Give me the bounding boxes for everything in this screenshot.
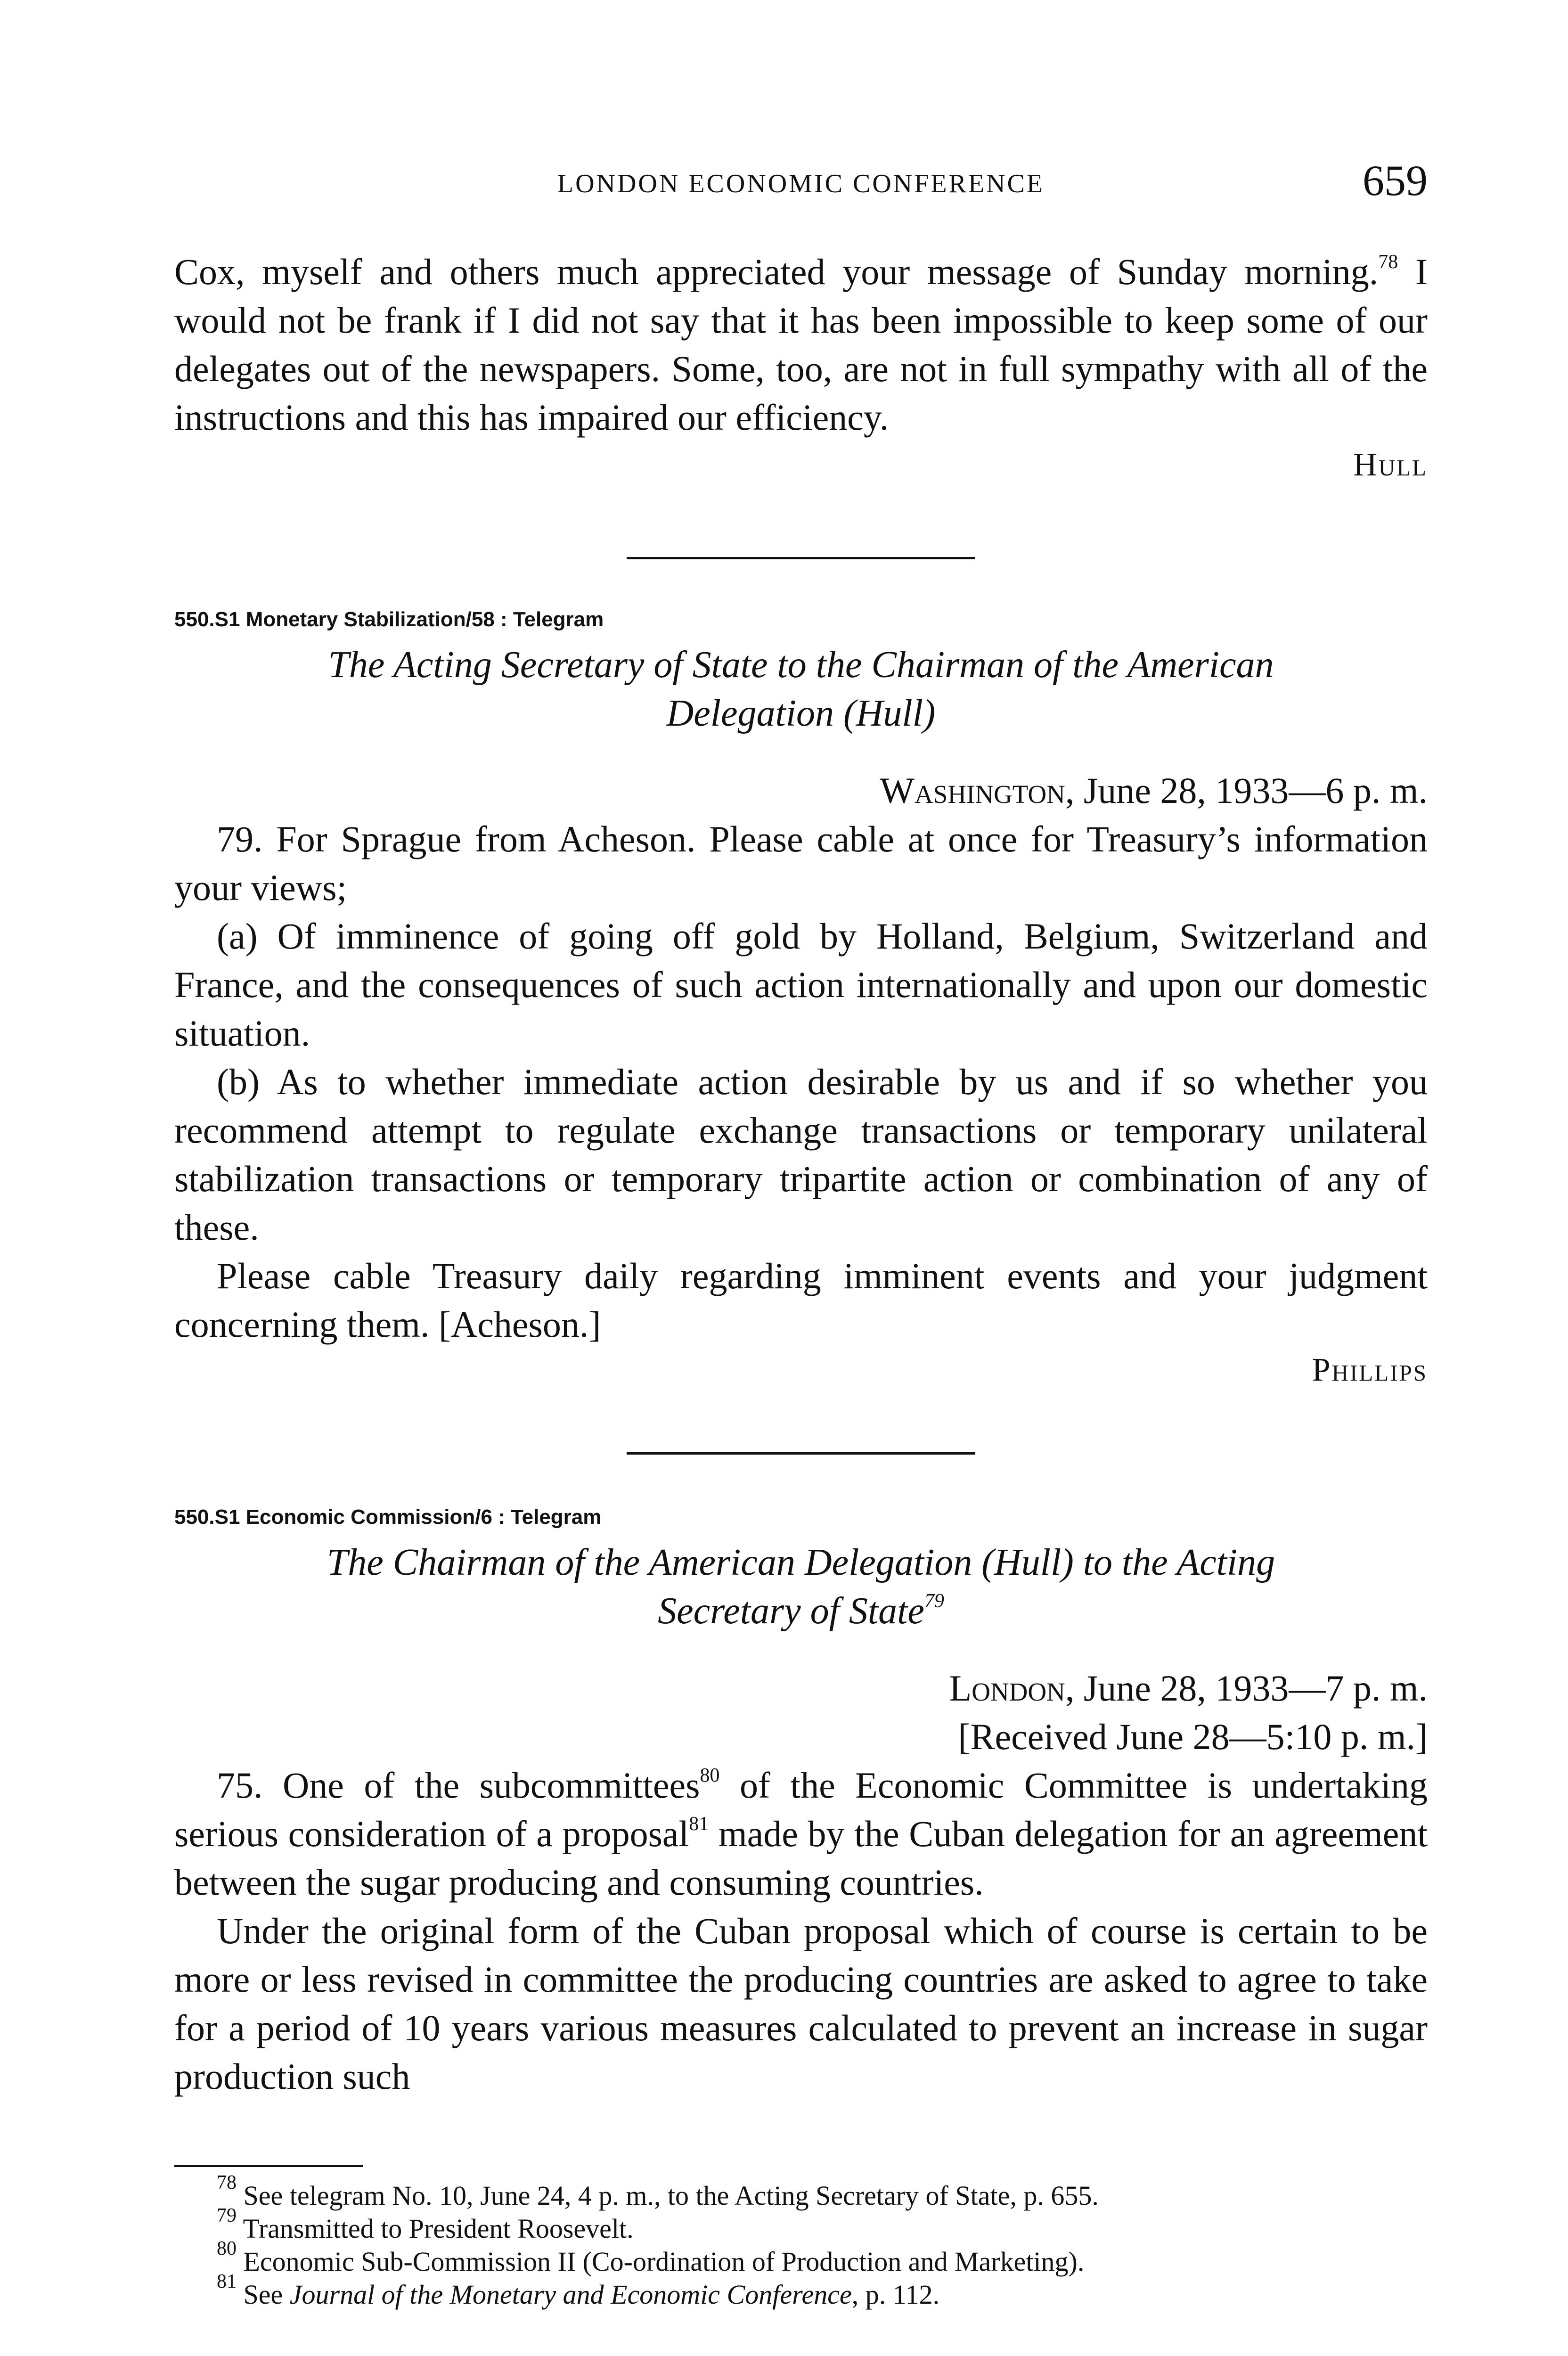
paragraph-text: made by the Cuban delegation for an agreement between the sugar producing and consuming countries. [174, 1813, 1428, 1903]
footnote-divider [174, 2165, 363, 2167]
footnote-text: See telegram No. 10, June 24, 4 p. m., to the Acting Secretary of State, p. 655. [237, 2180, 1099, 2211]
title-line-2: Secretary of State [658, 1590, 924, 1632]
footnote-81 [174, 2271, 1428, 2311]
signature-hull: Hull [1353, 447, 1428, 483]
opening-paragraph [174, 247, 1428, 442]
footnote-ref-78: 78 [1378, 251, 1398, 273]
dateline [174, 766, 1428, 815]
paragraph-text: of the Economic Committee is undertaking serious consideration of a proposal [174, 1765, 1428, 1854]
journal-title: Journal of the Monetary and Economic Conference [289, 2279, 852, 2310]
opening-text-cont: I would not be frank if I did not say that it has been impossible to keep some of our delegates out of the newspapers. Some, too, are not in full sympathy with all of the instructions and this has impaired our efficiency. [174, 251, 1428, 438]
footnote-number: 78 [217, 2172, 237, 2193]
paragraph: (a) Of imminence of going off gold by Holland, Belgium, Switzerland and France, and the consequences of such action internationally and upon our domestic situation. [174, 916, 1428, 1054]
footnote-ref-79: 79 [924, 1590, 944, 1612]
section-divider [627, 557, 975, 559]
file-number: 550.S1 Monetary Stabilization/58 : Telegram [174, 608, 604, 631]
paragraph: Under the original form of the Cuban proposal which of course is certain to be more or less revised in committee the producing countries are asked to agree to take for a period of 10 years various measures calculated to prevent an increase in sugar production such [174, 1910, 1428, 2097]
footnote-text: Economic Sub-Commission II (Co-ordination of Production and Marketing). [237, 2246, 1085, 2277]
dateline-place: London [949, 1668, 1065, 1709]
footnote-text: Transmitted to President Roosevelt. [237, 2213, 634, 2244]
document-title [174, 1538, 1428, 1636]
footnote-number: 80 [217, 2238, 237, 2259]
paragraph [174, 1761, 1428, 1906]
title-line-2: Delegation (Hull) [666, 693, 936, 734]
opening-section [174, 247, 1428, 484]
running-head: LONDON ECONOMIC CONFERENCE [557, 169, 1045, 198]
footnote-ref-81: 81 [689, 1813, 709, 1835]
dateline [174, 1664, 1428, 1712]
title-line-1: The Chairman of the American Delegation (Hull) to the Acting [327, 1542, 1275, 1583]
signature-phillips: Phillips [1312, 1352, 1428, 1388]
footnote-number: 79 [217, 2205, 237, 2226]
paragraph-text: 75. One of the subcommittees [217, 1765, 700, 1806]
page-number: 659 [1363, 156, 1428, 205]
section-divider [627, 1452, 975, 1455]
paragraph: Please cable Treasury daily regarding imminent events and your judgment concerning them. [Acheson.] [174, 1255, 1428, 1345]
footnotes [174, 2172, 1428, 2311]
received-line: [Received June 28—5:10 p. m.] [958, 1716, 1428, 1757]
dateline-place: Washington [880, 770, 1065, 811]
footnote-78 [174, 2172, 1428, 2212]
dateline-date: , June 28, 1933—6 p. m. [1065, 770, 1428, 811]
footnote-ref-80: 80 [700, 1765, 720, 1786]
telegram-79 [174, 608, 1428, 1389]
document-title [174, 641, 1428, 738]
telegram-75 [174, 1505, 1428, 2101]
paragraph: (b) As to whether immediate action desirable by us and if so whether you recommend attempt to regulate exchange transactions or temporary unilateral stabilization transactions or temporary tripartite action or combination of any of these. [174, 1061, 1428, 1248]
title-line-1: The Acting Secretary of State to the Chairman of the American [328, 644, 1274, 686]
footnote-79 [174, 2205, 1428, 2245]
footnote-text: See [237, 2279, 290, 2310]
opening-text: Cox, myself and others much appreciated your message of Sunday morning. [174, 251, 1379, 292]
footnote-text: , p. 112. [851, 2279, 940, 2310]
file-number: 550.S1 Economic Commission/6 : Telegram [174, 1505, 602, 1529]
paragraph: 79. For Sprague from Acheson. Please cable at once for Treasury’s information your views; [174, 818, 1428, 908]
dateline-date: , June 28, 1933—7 p. m. [1065, 1668, 1428, 1709]
page-header [174, 155, 1428, 212]
footnote-80 [174, 2238, 1428, 2278]
footnote-number: 81 [217, 2271, 237, 2292]
